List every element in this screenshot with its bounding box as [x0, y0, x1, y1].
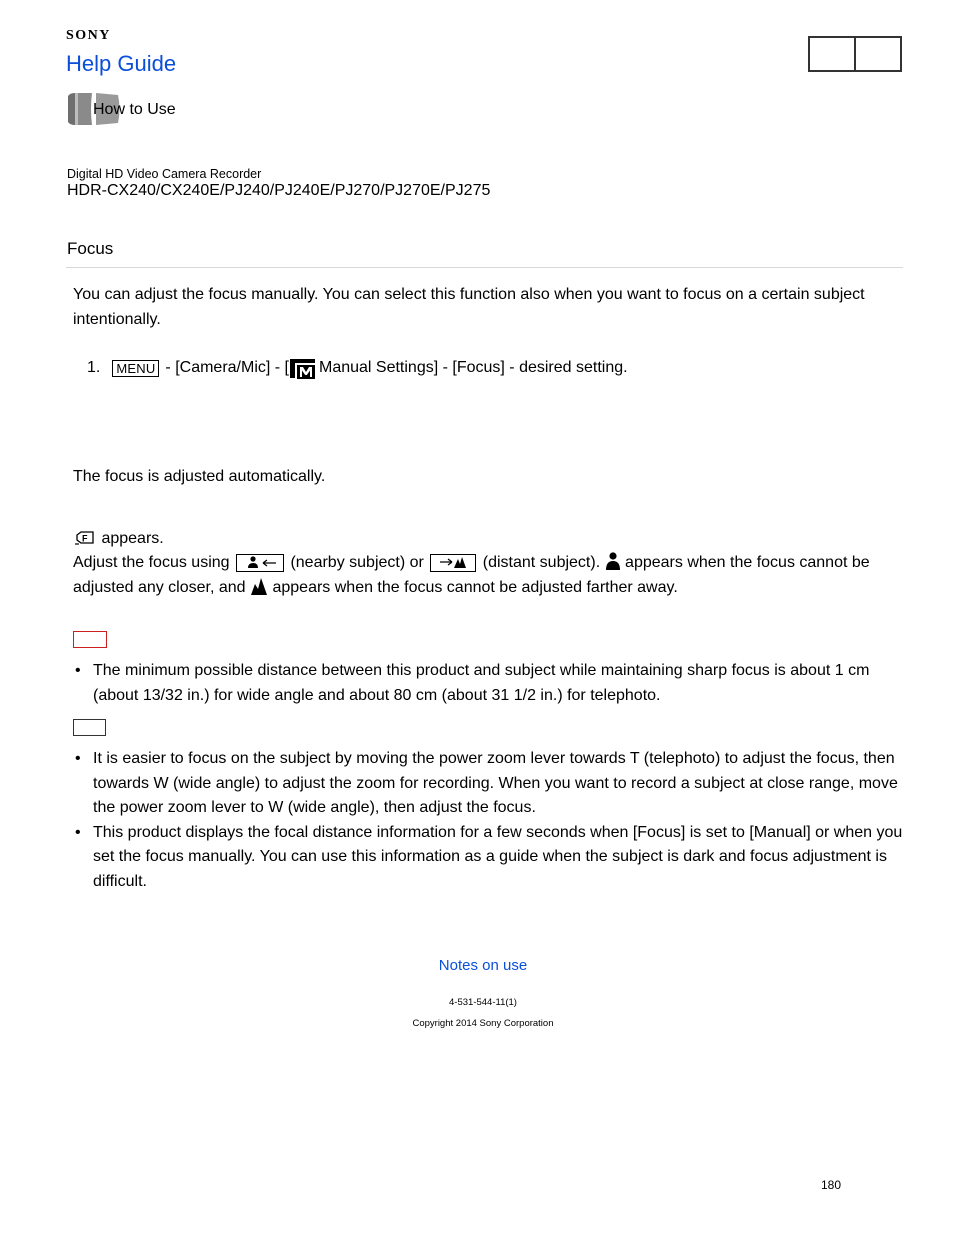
adjust-text-b: (nearby subject) or — [290, 554, 424, 571]
step-text-b: Manual Settings] - [Focus] - desired setting. — [318, 359, 628, 376]
adjust-text-e: appears when the focus cannot be adjusted farther away. — [272, 578, 678, 596]
adjust-text-c: (distant subject). — [482, 554, 601, 571]
list-item: • The minimum possible distance between this product and subject while maintaining sharp focus is about 1 cm (about 13/32 in.) for wide angle and about 80 cm (about 31 1/2 in.) for telephoto. — [73, 659, 893, 708]
manual-focus-icon — [73, 530, 97, 546]
manual-appears-line — [73, 527, 164, 552]
hint-icon — [73, 719, 106, 736]
menu-key-icon: MENU — [112, 360, 159, 377]
nav-buttons — [808, 36, 902, 72]
svg-text:F: F — [82, 533, 88, 544]
notes-on-use-link[interactable]: Notes on use — [438, 957, 528, 974]
product-name: Digital HD Video Camera Recorder — [67, 167, 262, 181]
nav-button-prev[interactable] — [810, 38, 854, 70]
hints-list — [73, 747, 903, 894]
page-number: 180 — [821, 1178, 842, 1192]
note-icon — [73, 631, 107, 648]
copyright: Copyright 2014 Sony Corporation — [412, 1018, 554, 1029]
list-item: • This product displays the focal distance information for a few seconds when [Focus] is set to [Manual] or when you set the focus manually. You can use this information as a guide when the subject is dark and focus adjustment is difficult. — [73, 821, 903, 895]
manual-settings-icon — [289, 356, 317, 380]
page-title: Focus — [67, 239, 114, 258]
product-models: HDR-CX240/CX240E/PJ240/PJ240E/PJ270/PJ270E/PJ275 — [67, 182, 491, 199]
manual-description — [73, 551, 903, 600]
step-1 — [87, 356, 628, 381]
adjust-text-a: Adjust the focus using — [73, 554, 230, 571]
intro-text: You can adjust the focus manually. You can select this function also when you want to focus on a certain subject intentionally. — [73, 286, 865, 328]
nav-button-next[interactable] — [856, 38, 900, 70]
distant-subject-button-icon — [430, 554, 476, 572]
nearby-subject-button-icon — [236, 554, 284, 572]
document-code: 4-531-544-11(1) — [449, 997, 517, 1008]
appears-text: appears. — [101, 530, 164, 547]
auto-description: The focus is adjusted automatically. — [73, 468, 326, 485]
step-text-a: - [Camera/Mic] - [ — [165, 359, 289, 376]
farthest-limit-icon — [250, 576, 268, 596]
section-label[interactable]: How to Use — [93, 101, 176, 118]
title-divider — [66, 267, 903, 268]
step-number: 1. — [87, 359, 101, 376]
help-guide-title[interactable]: Help Guide — [66, 51, 177, 76]
adjust-text-d: appears when the focus cannot be adjusted any closer, and — [73, 554, 870, 596]
notes-list — [73, 659, 893, 708]
nearest-limit-icon — [605, 551, 621, 571]
sony-logo: SONY — [66, 28, 111, 43]
list-item: • It is easier to focus on the subject by moving the power zoom lever towards T (telephoto) to adjust the focus, then towards W (wide angle) to adjust the zoom for recording. When you want to record a subject at close range, move the power zoom lever to W (wide angle), then adjust the focus. — [73, 747, 903, 821]
